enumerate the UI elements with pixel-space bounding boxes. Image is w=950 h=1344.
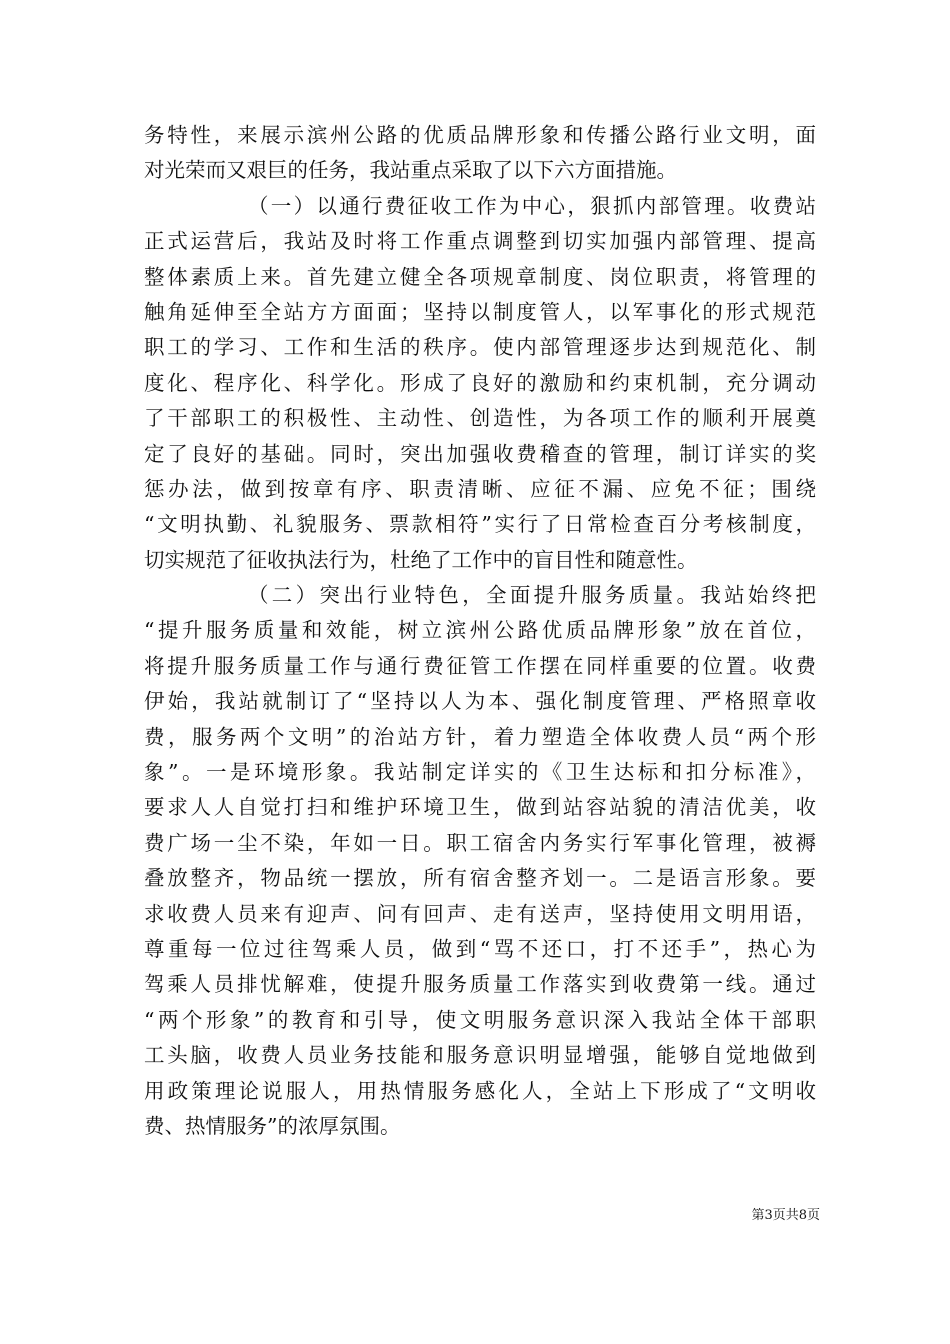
text-line: 伊始，我站就制订了“坚持以人为本、强化制度管理、严格照章收 xyxy=(144,689,816,714)
text-line: 叠放整齐，物品统一摆放，所有宿舍整齐划一。二是语言形象。要 xyxy=(144,866,816,891)
body-text xyxy=(144,118,816,1144)
text-line: “两个形象”的教育和引导，使文明服务意识深入我站全体干部职 xyxy=(144,1007,816,1032)
text-line: 务特性，来展示滨州公路的优质品牌形象和传播公路行业文明，面 xyxy=(144,123,816,147)
text-line: 用政策理论说服人，用热情服务感化人，全站上下形成了“文明收 xyxy=(144,1078,816,1103)
page-number-footer: 第3页共8页 xyxy=(751,1208,820,1223)
paragraph-heading-line: （一）以通行费征收工作为中心，狠抓内部管理。收费站 xyxy=(248,193,816,218)
text-line: “文明执勤、礼貌服务、票款相符”实行了日常检查百分考核制度， xyxy=(144,512,816,537)
text-line: 象”。一是环境形象。我站制定详实的《卫生达标和扣分标准》， xyxy=(144,760,816,785)
text-line: 尊重每一位过往驾乘人员，做到“骂不还口，打不还手”，热心为 xyxy=(144,936,816,961)
text-line: 定了良好的基础。同时，突出加强收费稽查的管理，制订详实的奖 xyxy=(144,441,816,466)
text-line: 整体素质上来。首先建立健全各项规章制度、岗位职责，将管理的 xyxy=(144,264,816,289)
text-line: 求收费人员来有迎声、问有回声、走有送声，坚持使用文明用语， xyxy=(144,901,816,926)
text-line: 工头脑，收费人员业务技能和服务意识明显增强，能够自觉地做到 xyxy=(144,1043,816,1068)
text-line: 度化、程序化、科学化。形成了良好的激励和约束机制，充分调动 xyxy=(144,370,816,395)
text-line: 职工的学习、工作和生活的秩序。使内部管理逐步达到规范化、制 xyxy=(144,335,816,360)
text-line: 了干部职工的积极性、主动性、创造性，为各项工作的顺利开展奠 xyxy=(144,406,816,431)
text-line: 对光荣而又艰巨的任务，我站重点采取了以下六方面措施。 xyxy=(144,158,677,183)
paragraph-heading-line: （二）突出行业特色，全面提升服务质量。我站始终把 xyxy=(248,583,816,608)
text-line: 正式运营后，我站及时将工作重点调整到切实加强内部管理、提高 xyxy=(144,229,816,254)
text-line: 切实规范了征收执法行为，杜绝了工作中的盲目性和随意性。 xyxy=(144,547,698,572)
text-line: 费，服务两个文明”的治站方针，着力塑造全体收费人员“两个形 xyxy=(144,724,816,749)
text-line: 费、热情服务”的浓厚氛围。 xyxy=(144,1113,401,1138)
text-line: 驾乘人员排忧解难，使提升服务质量工作落实到收费第一线。通过 xyxy=(144,972,816,997)
text-line: 惩办法，做到按章有序、职责清晰、应征不漏、应免不征；围绕 xyxy=(144,476,816,501)
text-line: 费广场一尘不染，年如一日。职工宿舍内务实行军事化管理，被褥 xyxy=(144,830,816,855)
text-line: “提升服务质量和效能，树立滨州公路优质品牌形象”放在首位， xyxy=(144,618,816,643)
text-line: 要求人人自觉打扫和维护环境卫生，做到站容站貌的清洁优美，收 xyxy=(144,795,816,820)
text-line: 将提升服务质量工作与通行费征管工作摆在同样重要的位置。收费 xyxy=(144,653,816,678)
text-line: 触角延伸至全站方方面面；坚持以制度管人，以军事化的形式规范 xyxy=(144,299,816,324)
